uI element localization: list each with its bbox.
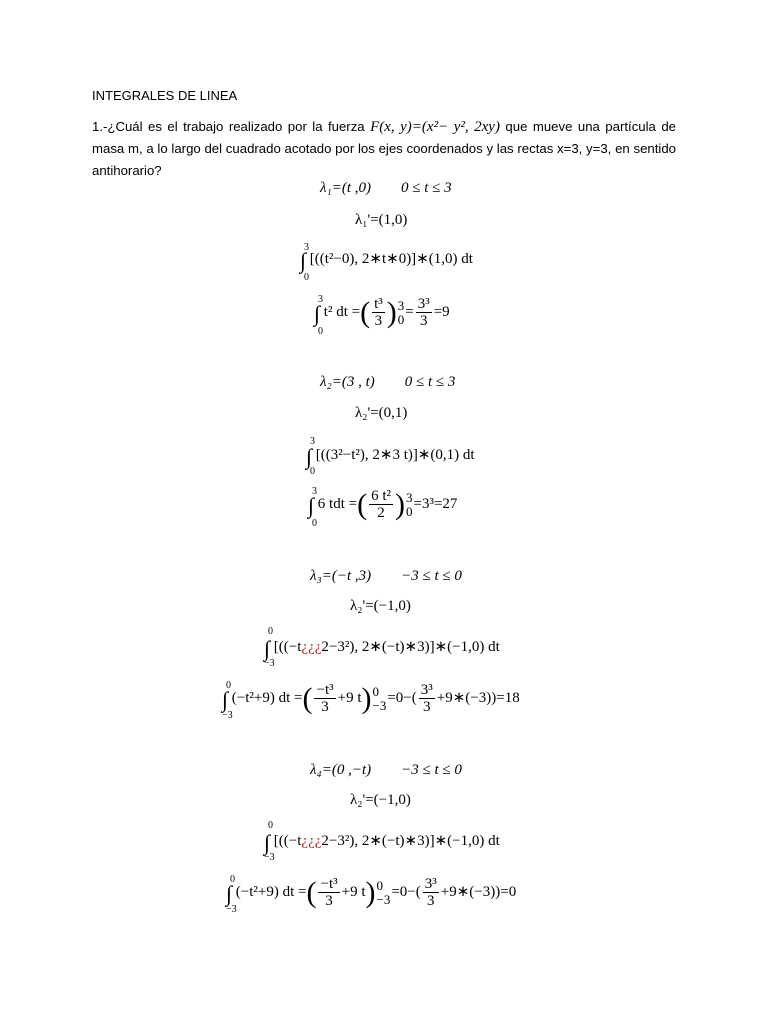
segment-1-derivative: λ₁'=(1,0) <box>355 212 408 228</box>
segment-1-integral: ∫ 3 0 [((t²−0), 2∗t∗0)]∗(1,0) dt <box>300 242 473 283</box>
segment-4-param: λ₄=(0 ,−t) −3 ≤ t ≤ 0 <box>310 762 462 778</box>
force-expression: F(x, y)=(x²− y², 2xy) <box>370 119 500 135</box>
question-lead: 1.-¿Cuál es el trabajo realizado por la fuerza <box>92 119 365 134</box>
segment-3-integral: ∫ 0 −3 [((−t¿¿¿2−3²), 2∗(−t)∗3)]∗(−1,0) dt <box>264 626 500 669</box>
segment-4-derivative: λ₂'=(−1,0) <box>350 792 411 808</box>
page-title: INTEGRALES DE LINEA <box>92 88 238 103</box>
segment-3-derivative: λ₂'=(−1,0) <box>350 598 411 614</box>
segment-2-param: λ₂=(3 , t) 0 ≤ t ≤ 3 <box>320 374 456 390</box>
segment-1-param: λ₁=(t ,0) 0 ≤ t ≤ 3 <box>320 180 452 196</box>
segment-2-derivative: λ₂'=(0,1) <box>355 405 408 421</box>
segment-2-result: ∫ 3 0 6 tdt =( $\frac{\text{6 t²}}{2}$ ) 3 0 =3³=27 <box>308 486 458 529</box>
segment-2-integral: ∫ 3 0 [((3²−t²), 2∗3 t)]∗(0,1) dt <box>306 436 475 477</box>
question-rest: que mueve una partícula de masa m, a lo largo del cuadrado acotado por los ejes coordenados y las rectas x=3, y=3, en sentido antihorario? <box>92 119 676 178</box>
segment-1-result: ∫ 3 0 t² dt =( $\frac{\text{t³}}{3}$ ) 3 0 = $\frac{\text{3³}}{3}$ =9 <box>314 294 450 337</box>
problem-statement <box>92 116 676 182</box>
segment-3-param: λ₃=(−t ,3) −3 ≤ t ≤ 0 <box>310 568 462 584</box>
segment-4-result: ∫ 0 −3 (−t²+9) dt =( $\frac{\text{−t³}}{3}$ +9 t) 0 −3 =0−( $\frac{\text{3³}}{3}$ +9∗(−3))=0 <box>226 874 517 915</box>
segment-4-integral: ∫ 0 −3 [((−t¿¿¿2−3²), 2∗(−t)∗3)]∗(−1,0) dt <box>264 820 500 863</box>
segment-3-result: ∫ 0 −3 (−t²+9) dt =( $\frac{\text{−t³}}{3}$ +9 t) 0 −3 =0−( $\frac{\text{3³}}{3}$ +9∗(−3))=18 <box>222 680 520 721</box>
